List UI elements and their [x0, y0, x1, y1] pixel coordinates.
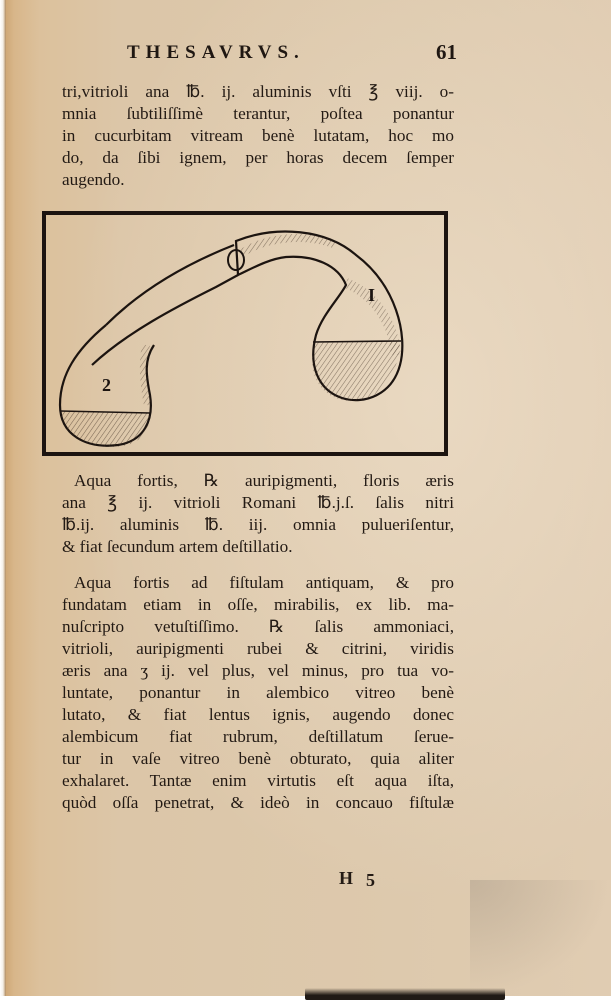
text-line: luntate, ponantur in alembico vitreo benè — [62, 683, 454, 702]
text-line: Aqua fortis ad fiſtulam antiquam, & pro — [74, 573, 454, 592]
text-line: exhalaret. Tantæ enim virtutis eſt aqua iſta, — [62, 771, 454, 790]
signature-letter: H — [339, 868, 354, 888]
retort-receiver-illustration — [46, 215, 444, 452]
text-line: tri,vitrioli ana ℔. ij. aluminis vſti ℥ viij. o- — [62, 82, 454, 101]
text-line: & fiat ſecundum artem deſtillatio. — [62, 537, 293, 556]
signature-mark — [0, 868, 611, 894]
paragraph-3 — [62, 572, 454, 814]
text-line: vitrioli, auripigmenti rubei & citrini, viridis — [62, 639, 454, 658]
page-stain — [470, 880, 611, 996]
text-line: ana ℥ ij. vitrioli Romani ℔.j.ſ. ſalis nitri — [62, 493, 454, 512]
text-line: nuſcripto vetuſtiſſimo. ℞ ſalis ammoniaci, — [62, 617, 454, 636]
page-spine-edge — [0, 0, 6, 996]
text-line: tur in vaſe vitreo benè obturato, quia aliter — [62, 749, 454, 768]
text-line: quòd oſſa penetrat, & ideò in concauo fiſtulæ — [62, 793, 454, 812]
text-line: do, da ſibi ignem, per horas decem ſemper — [62, 148, 454, 167]
retort-liquid — [312, 341, 400, 401]
text-line: æris ana ʒ ij. vel plus, vel minus, pro tua vo- — [62, 661, 454, 680]
text-line: ℔.ij. aluminis ℔. iij. omnia pulueriſentur, — [62, 515, 454, 534]
text-line: augendo. — [62, 170, 125, 189]
text-line: Aqua fortis, ℞ auripigmenti, floris æris — [74, 471, 454, 490]
text-line: fundatam etiam in oſſe, mirabilis, ex lib. ma- — [62, 595, 454, 614]
text-line: in cucurbitam vitream benè lutatam, hoc mo — [62, 126, 454, 145]
distillation-woodcut — [42, 211, 448, 456]
paragraph-2 — [62, 470, 454, 558]
signature-number: 5 — [366, 870, 375, 890]
running-header — [0, 40, 611, 70]
text-line: alembicum fiat rubrum, deſtillatum ſerue- — [62, 727, 454, 746]
page-number: 61 — [436, 40, 457, 64]
paragraph-1 — [62, 81, 454, 191]
flask-label-1: I — [368, 285, 376, 305]
text-line: lutato, & fiat lentus ignis, augendo donec — [62, 705, 454, 724]
bottom-shadow — [305, 988, 505, 1000]
retort-liquid-level — [313, 341, 401, 342]
flask-label-2: 2 — [102, 375, 111, 395]
receiver-liquid — [60, 411, 150, 447]
text-line: mnia ſubtiliſſimè terantur, poſtea ponantur — [62, 104, 454, 123]
running-title: THESAVRVS. — [127, 42, 305, 63]
